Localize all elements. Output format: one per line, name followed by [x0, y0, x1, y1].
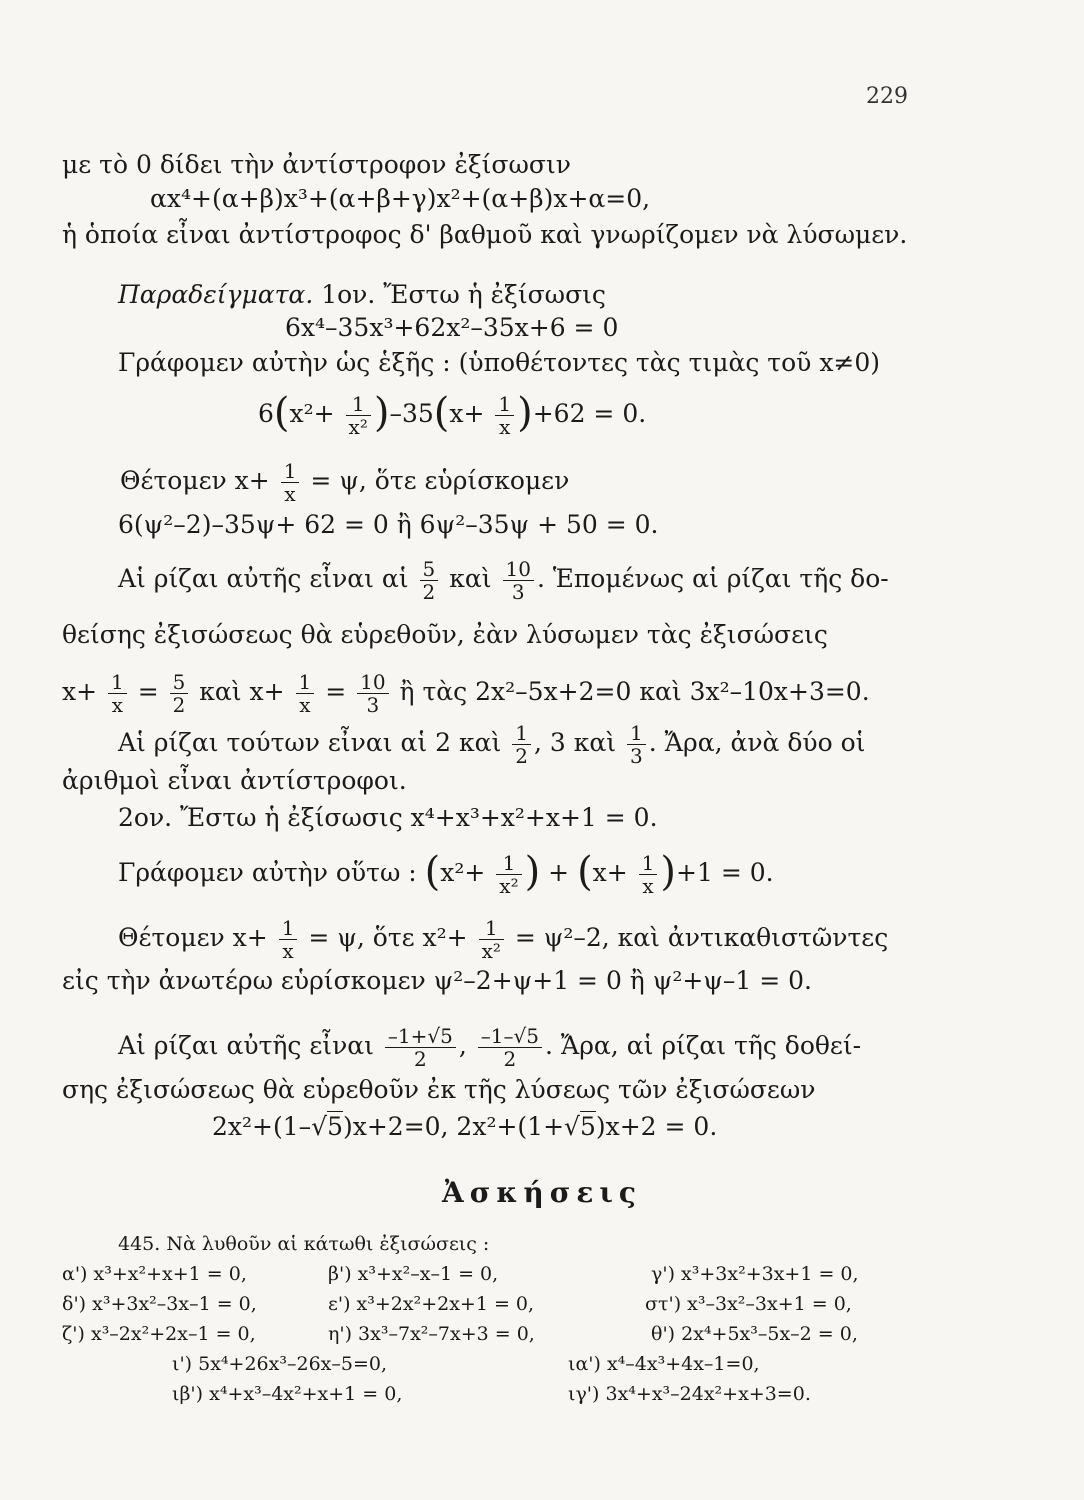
exercise-item: ιγ') 3x⁴+x³–24x²+x+3=0. — [568, 1383, 811, 1405]
fraction: $\frac{5}{2}$ — [420, 558, 439, 603]
eq-part: = ψ, ὅτε εὑρίσκομεν — [310, 466, 570, 495]
exercise-item: η') 3x³–7x²–7x+3 = 0, — [328, 1323, 535, 1345]
eq-part: = — [137, 677, 159, 706]
examples-label: Παραδείγματα. — [118, 280, 314, 309]
eq-part: 2x²+(1– — [212, 1112, 312, 1141]
exercise-item: α') x³+x²+x+1 = 0, — [62, 1263, 247, 1285]
fraction: $\frac{1}{x}$ — [279, 917, 298, 962]
eq-part: . Ἑπομένως αἱ ρίζαι τῆς δο- — [536, 564, 889, 593]
example-1-intro: 1ον. Ἔστω ἡ ἐξίσωσις — [321, 280, 606, 309]
fraction: $\frac{1}{\text{x²}}$ — [496, 852, 521, 897]
eq-part: Θέτομεν x+ — [120, 466, 270, 495]
exercise-item: στ') x³–3x²–3x+1 = 0, — [645, 1293, 852, 1315]
eq-part: Αἱ ρίζαι αὐτῆς εἶναι αἱ — [118, 564, 409, 593]
eq-part: +1 = 0. — [676, 858, 774, 887]
fraction: $\frac{1}{x}$ — [495, 393, 514, 438]
eq-part: καὶ — [449, 564, 492, 593]
eq-part: x²+ — [289, 399, 335, 428]
equation: αx⁴+(α+β)x³+(α+β+γ)x²+(α+β)x+α=0, — [150, 184, 651, 213]
fraction: $\frac{1}{\text{x²}}$ — [479, 917, 504, 962]
eq-part: , — [458, 1031, 467, 1060]
eq-part: )x+2=0, 2x²+(1+ — [342, 1112, 565, 1141]
eq-part: 6 — [258, 399, 274, 428]
page-number: 229 — [866, 84, 908, 109]
exercise-item: γ') x³+3x²+3x+1 = 0, — [651, 1263, 859, 1285]
eq-part: x²+ — [440, 858, 486, 887]
exercise-item: ι') 5x⁴+26x³–26x–5=0, — [172, 1353, 388, 1375]
text-line — [118, 1025, 861, 1070]
text-line — [120, 460, 569, 505]
fraction: $\frac{1}{\text{x²}}$ — [346, 393, 371, 438]
text-line — [118, 558, 889, 603]
text-line: θείσης ἐξισώσεως θὰ εὑρεθοῦν, ἐὰν λύσωμεν τὰς ἐξισώσεις — [62, 620, 828, 649]
eq-part: +62 = 0. — [532, 399, 647, 428]
fraction: $\frac{1}{x}$ — [108, 671, 127, 716]
exercise-item: δ') x³+3x²–3x–1 = 0, — [62, 1293, 257, 1315]
exercises-heading: Ἀσκήσεις — [442, 1176, 642, 1209]
text-line: Γράφομεν αὐτὴν ὡς ἑξῆς : (ὑποθέτοντες τὰς τιμὰς τοῦ x≠0) — [118, 348, 881, 377]
fraction: $\frac{1}{x}$ — [281, 460, 300, 505]
eq-part: , 3 καὶ — [534, 728, 617, 757]
equation: Γράφομεν αὐτὴν οὕτω : (x²+ $\frac{1}{\text{x²}}$ ) + (x+ $\frac{1}{x}$ )+1 = 0. — [118, 849, 774, 898]
equation: 6(x²+ $\frac{1}{\text{x²}}$ )–35(x+ $\frac{1}{x}$ )+62 = 0. — [258, 390, 647, 439]
exercise-item: ε') x³+2x²+2x+1 = 0, — [328, 1293, 535, 1315]
text-line: σης ἐξισώσεως θὰ εὑρεθοῦν ἐκ τῆς λύσεως τῶν ἐξισώσεων — [62, 1075, 816, 1104]
exercise-item: β') x³+x²–x–1 = 0, — [328, 1263, 499, 1285]
equation: 6(ψ²–2)–35ψ+ 62 = 0 ἢ 6ψ²–35ψ + 50 = 0. — [118, 510, 659, 539]
equation — [62, 671, 870, 716]
fraction: $\frac{1}{x}$ — [296, 671, 315, 716]
fraction: $\frac{-1-√5}{2}$ — [478, 1025, 542, 1070]
eq-part: Γράφομεν αὐτὴν οὕτω : — [118, 858, 417, 887]
sqrt-radicand: 5 — [327, 1112, 343, 1141]
fraction: $\frac{1}{2}$ — [512, 722, 531, 767]
eq-part: x+ — [592, 858, 628, 887]
fraction: $\frac{1}{3}$ — [627, 722, 646, 767]
eq-part: Αἱ ρίζαι τούτων εἶναι αἱ 2 καὶ — [118, 728, 502, 757]
fraction: $\frac{1}{x}$ — [639, 852, 658, 897]
exercise-item: ια') x⁴–4x³+4x–1=0, — [568, 1353, 760, 1375]
eq-part: –35 — [389, 399, 434, 428]
exercises-intro: 445. Νὰ λυθοῦν αἱ κάτωθι ἐξισώσεις : — [118, 1233, 490, 1255]
eq-part: καὶ x+ — [199, 677, 285, 706]
equation: 6x⁴–35x³+62x²–35x+6 = 0 — [285, 313, 619, 342]
eq-part: ἢ τὰς 2x²–5x+2=0 καὶ 3x²–10x+3=0. — [399, 677, 870, 706]
text-line — [118, 917, 888, 962]
equation: 2x²+(1–√5)x+2=0, 2x²+(1+√5)x+2 = 0. — [212, 1112, 718, 1141]
sqrt-radicand: 5 — [579, 1112, 596, 1141]
eq-part: Αἱ ρίζαι αὐτῆς εἶναι — [118, 1031, 374, 1060]
exercise-item: θ') 2x⁴+5x³–5x–2 = 0, — [651, 1323, 858, 1345]
eq-part: = ψ²–2, καὶ ἀντικαθιστῶντες — [514, 923, 889, 952]
eq-part: )x+2 = 0. — [595, 1112, 718, 1141]
example-2-line: 2ον. Ἔστω ἡ ἐξίσωσις x⁴+x³+x²+x+1 = 0. — [118, 803, 658, 832]
text-line: ἡ ὁποία εἶναι ἀντίστροφος δ' βαθμοῦ καὶ γνωρίζομεν νὰ λύσωμεν. — [62, 220, 908, 249]
text-line: ἀριθμοὶ εἶναι ἀντίστροφοι. — [62, 766, 407, 795]
exercise-item: ιβ') x⁴+x³–4x²+x+1 = 0, — [172, 1383, 403, 1405]
fraction: $\frac{-1+√5}{2}$ — [385, 1025, 456, 1070]
eq-part: . Ἄρα, ἀνὰ δύο οἱ — [648, 728, 866, 757]
exercise-item: ζ') x³–2x²+2x–1 = 0, — [62, 1323, 256, 1345]
eq-part: Θέτομεν x+ — [118, 923, 268, 952]
text-line: με τὸ 0 δίδει τὴν ἀντίστροφον ἐξίσωσιν — [62, 150, 571, 179]
examples-line — [118, 280, 606, 310]
text-line — [118, 722, 865, 767]
fraction: $\frac{10}{3}$ — [503, 558, 534, 603]
eq-part: = — [325, 677, 347, 706]
eq-part: x+ — [449, 399, 485, 428]
eq-part: = ψ, ὅτε x²+ — [308, 923, 468, 952]
fraction: $\frac{5}{2}$ — [170, 671, 189, 716]
eq-part: x+ — [62, 677, 98, 706]
eq-part: + — [548, 858, 570, 887]
fraction: $\frac{10}{3}$ — [357, 671, 388, 716]
text-line: εἰς τὴν ἀνωτέρω εὑρίσκομεν ψ²–2+ψ+1 = 0 ἢ ψ²+ψ–1 = 0. — [62, 966, 812, 995]
eq-part: . Ἄρα, αἱ ρίζαι τῆς δοθεί- — [544, 1031, 862, 1060]
